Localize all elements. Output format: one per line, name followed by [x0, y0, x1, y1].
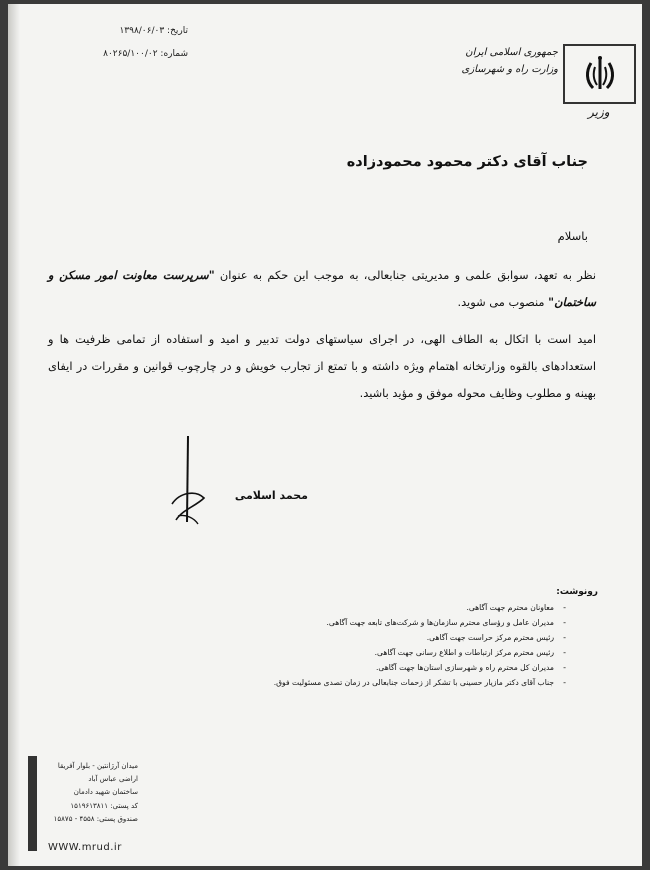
cc-item: مدیران عامل و رؤسای محترم سازمان‌ها و شرکت‌های تابعه جهت آگاهی. -	[168, 615, 568, 630]
cc-item: رئیس محترم مرکز ارتباطات و اطلاع رسانی جهت آگاهی. -	[168, 645, 568, 660]
ministry-name: وزارت راه و شهرسازی	[461, 64, 558, 75]
cc-item: رئیس محترم مرکز حراست جهت آگاهی. -	[168, 630, 568, 645]
cc-item: جناب آقای دکتر مازیار حسینی با تشکر از زحمات جنابعالی در زمان تصدی مسئولیت فوق. -	[168, 675, 568, 690]
address-line: ساختمان شهید دادمان	[73, 788, 138, 797]
ministry-heading	[448, 44, 558, 78]
address-line: اراضی عباس آباد	[88, 775, 138, 784]
iran-emblem	[563, 44, 636, 104]
footer-address	[48, 760, 138, 826]
cc-item: مدیران کل محترم راه و شهرسازی استان‌ها جهت آگاهی. -	[168, 660, 568, 675]
country-name: جمهوری اسلامی ایران	[465, 47, 558, 58]
footer-bar	[28, 756, 37, 851]
cc-list	[168, 600, 568, 690]
address-line: صندوق پستی: ۴۵۵۸ - ۱۵۸۷۵	[53, 814, 138, 823]
para1-end: منصوب می شوید.	[457, 295, 545, 309]
website-link[interactable]: WWW.mrud.ir	[48, 842, 122, 853]
para1-text: نظر به تعهد، سوابق علمی و مدیریتی جنابعالی، به موجب این حکم به عنوان	[219, 268, 597, 282]
minister-label: وزیر	[588, 105, 610, 119]
appointment-paragraph	[48, 262, 596, 318]
emblem-icon	[583, 55, 617, 93]
number-line: شماره: ۸۰۲۶۵/۱۰۰/۰۲	[103, 49, 188, 59]
cc-title: رونوشت:	[556, 587, 598, 597]
letter-meta	[68, 20, 188, 66]
date-line: تاریخ: ۱۳۹۸/۰۶/۰۳	[119, 26, 188, 36]
signature-icon	[168, 434, 208, 529]
position-title: "سرپرست معاونت امور مسکن و ساختمان"	[48, 268, 596, 309]
letter-page	[8, 4, 642, 866]
address-line: میدان آرژانتین - بلوار آفریقا	[57, 762, 138, 770]
wishes-paragraph: امید است با اتکال به الطاف الهی، در اجرای سیاستهای دولت تدبیر و امید و استفاده از تمامی ظرفیت ها و استعدادهای بالقوه وزارتخانه اهتمام ویژه داشته و با تمتع از تجارب خویش و در چارچوب قوانین و مقررات در ایفای بهینه و مطلوب وظایف محوله موفق و مؤید باشید.	[48, 332, 596, 400]
cc-item: معاونان محترم جهت آگاهی. -	[168, 600, 568, 615]
signatory-name: محمد اسلامی	[234, 489, 308, 502]
address-line: کد پستی: ۱۵۱۹۶۱۳۸۱۱	[70, 801, 138, 810]
recipient: جناب آقای دکتر محمود محمودزاده	[346, 154, 588, 170]
greeting: باسلام	[557, 229, 588, 243]
